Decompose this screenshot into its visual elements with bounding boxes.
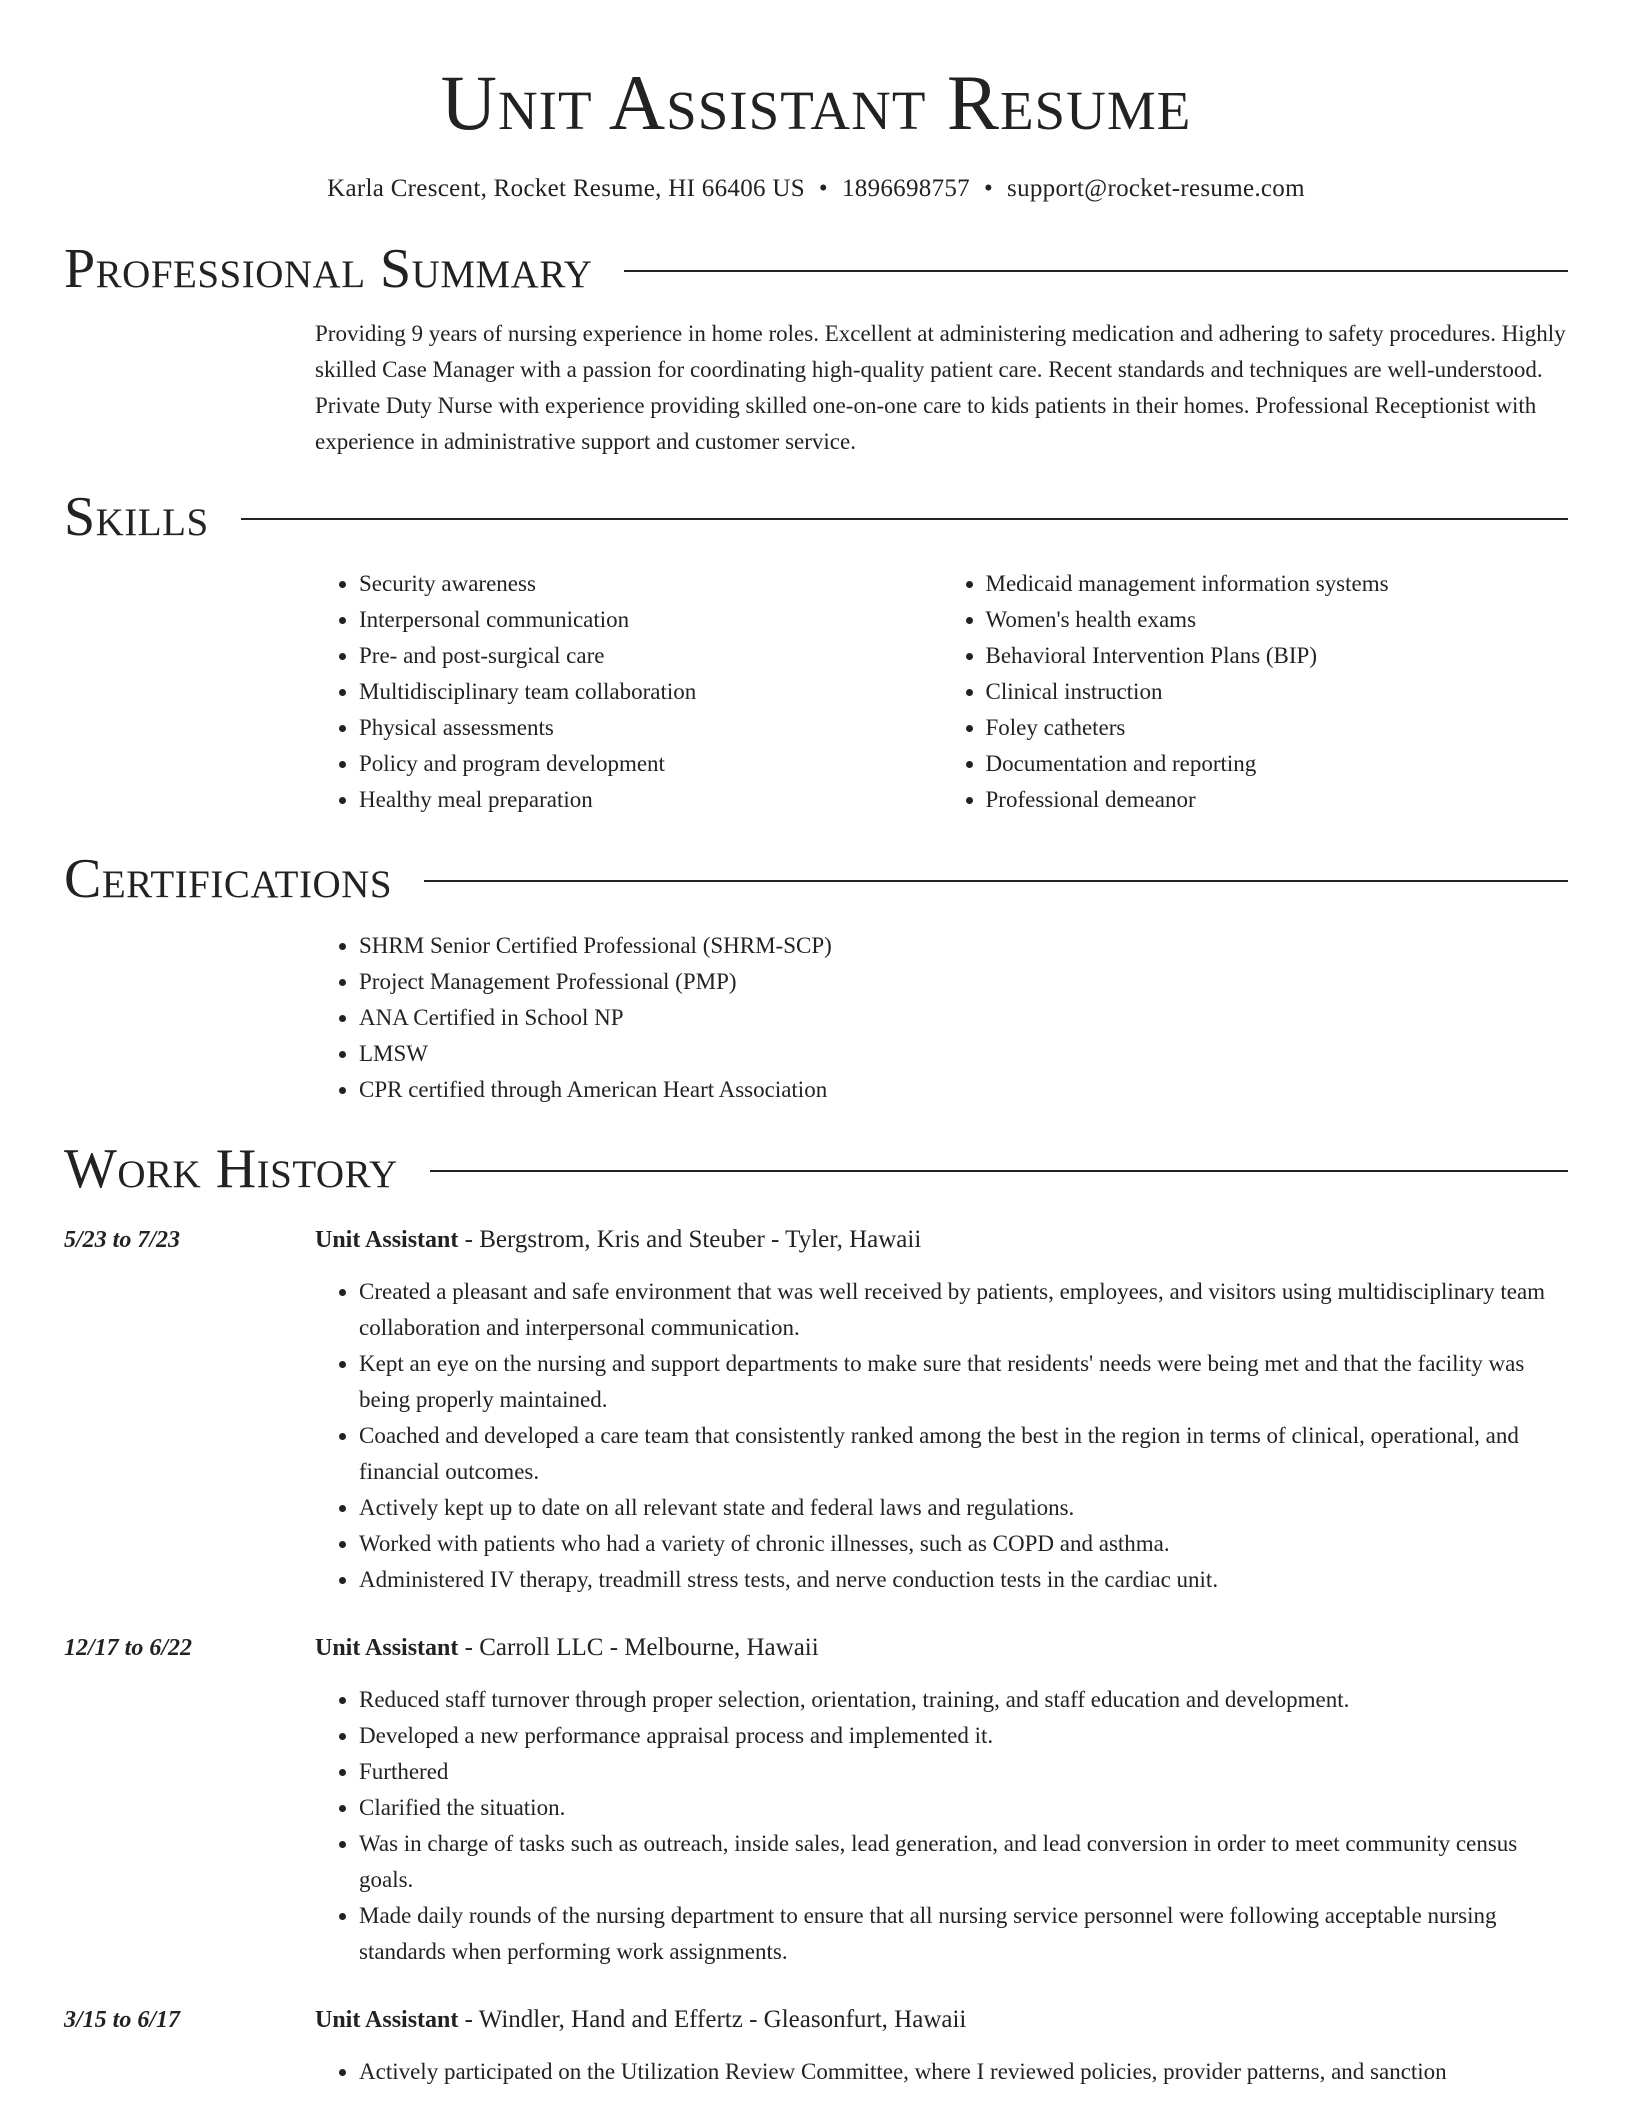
contact-separator: • [983,175,994,202]
job-bullets [315,1682,1568,1970]
section-divider [424,880,1568,882]
contact-email: support@rocket-resume.com [1007,175,1305,202]
job-role: Unit Assistant [315,2007,459,2033]
skills-list-right [942,566,1569,818]
job-bullet: • Created a pleasant and safe environment that was well received by patients, employees, and visitors using multidisciplinary team collaboration and interpersonal communication. [359,1274,1568,1346]
job-company: - Carroll LLC - Melbourne, Hawaii [458,1634,819,1661]
skill-item: • Healthy meal preparation [359,782,942,818]
summary-heading: Professional Summary [64,238,593,300]
job-dates: 3/15 to 6/17 [64,2007,181,2033]
skills-heading: Skills [64,486,209,548]
skill-item: • Behavioral Intervention Plans (BIP) [986,638,1569,674]
section-divider [430,1170,1568,1172]
job-role-line [315,1630,1568,1666]
job-bullet: • Was in charge of tasks such as outreach, inside sales, lead generation, and lead conversion in order to meet community census goals. [359,1826,1568,1898]
job-bullet: • Made daily rounds of the nursing department to ensure that all nursing service personnel were following acceptable nursing standards when performing work assignments. [359,1898,1568,1970]
contact-separator: • [818,175,828,202]
section-divider [624,270,1568,272]
contact-line [64,172,1568,206]
certifications-list [315,928,1568,1108]
job-entry [64,2002,1568,2090]
skill-item: • Interpersonal communication [359,602,942,638]
job-bullet: • Actively participated on the Utilization Review Committee, where I reviewed policies, provider patterns, and sanction [359,2054,1568,2090]
skills-section-header [64,484,1568,550]
work-heading: Work History [64,1138,398,1200]
job-role-line [315,1222,1568,1258]
job-bullet: • Developed a new performance appraisal process and implemented it. [359,1718,1568,1754]
resume-page [64,0,1568,2090]
skill-item: • Policy and program development [359,746,942,782]
certifications-section-header [64,846,1568,912]
job-bullet: • Actively kept up to date on all relevant state and federal laws and regulations. [359,1490,1568,1526]
contact-phone: 1896698757 [841,175,970,202]
resume-title: Unit Assistant Resume [440,59,1192,146]
job-bullets [315,1274,1568,1598]
section-divider [241,518,1568,520]
skill-item: • Multidisciplinary team collaboration [359,674,942,710]
contact-address: Karla Crescent, Rocket Resume, HI 66406 US [327,175,805,202]
job-dates: 12/17 to 6/22 [64,1635,193,1661]
certification-item: • ANA Certified in School NP [359,1000,1568,1036]
certification-item: • CPR certified through American Heart Association [359,1072,1568,1108]
job-company: - Windler, Hand and Effertz - Gleasonfurt, Hawaii [458,2006,967,2033]
skills-list-left [315,566,942,818]
skill-item: • Pre- and post-surgical care [359,638,942,674]
job-bullet: • Clarified the situation. [359,1790,1568,1826]
skills-grid [315,566,1568,818]
job-bullet: • Reduced staff turnover through proper selection, orientation, training, and staff education and development. [359,1682,1568,1718]
job-detail [315,1630,1568,1970]
job-bullet: • Worked with patients who had a variety of chronic illnesses, such as COPD and asthma. [359,1526,1568,1562]
job-role: Unit Assistant [315,1227,459,1253]
skill-item: • Clinical instruction [986,674,1569,710]
summary-section-header [64,236,1568,302]
job-entry [64,1630,1568,1970]
job-bullet: • Furthered [359,1754,1568,1790]
job-bullet: • Administered IV therapy, treadmill stress tests, and nerve conduction tests in the cardiac unit. [359,1562,1568,1598]
certifications-heading: Certifications [64,848,393,910]
job-bullets [315,2054,1568,2090]
certification-item: • LMSW [359,1036,1568,1072]
job-dates: 5/23 to 7/23 [64,1227,181,1253]
summary-text: Providing 9 years of nursing experience in home roles. Excellent at administering medication and adhering to safety procedures. Highly skilled Case Manager with a passion for coordinating high-quality patient care. Recent standards and techniques are well-understood. Private Duty Nurse with experience providing skilled one-on-one care to kids patients in their homes. Professional Receptionist with experience in administrative support and customer service. [315,321,1566,454]
certification-item: • SHRM Senior Certified Professional (SHRM-SCP) [359,928,1568,964]
job-company: - Bergstrom, Kris and Steuber - Tyler, Hawaii [458,1226,922,1253]
job-detail [315,2002,1568,2090]
job-bullet: • Coached and developed a care team that consistently ranked among the best in the region in terms of clinical, operational, and financial outcomes. [359,1418,1568,1490]
work-section-header [64,1136,1568,1202]
job-role-line [315,2002,1568,2038]
job-entry [64,1222,1568,1598]
skill-item: • Women's health exams [986,602,1569,638]
skill-item: • Medicaid management information systems [986,566,1569,602]
certification-item: • Project Management Professional (PMP) [359,964,1568,1000]
job-detail [315,1222,1568,1598]
skill-item: • Foley catheters [986,710,1569,746]
skill-item: • Professional demeanor [986,782,1569,818]
skill-item: • Documentation and reporting [986,746,1569,782]
skill-item: • Security awareness [359,566,942,602]
skill-item: • Physical assessments [359,710,942,746]
job-role: Unit Assistant [315,1635,459,1661]
job-bullet: • Kept an eye on the nursing and support departments to make sure that residents' needs were being met and that the facility was being properly maintained. [359,1346,1568,1418]
